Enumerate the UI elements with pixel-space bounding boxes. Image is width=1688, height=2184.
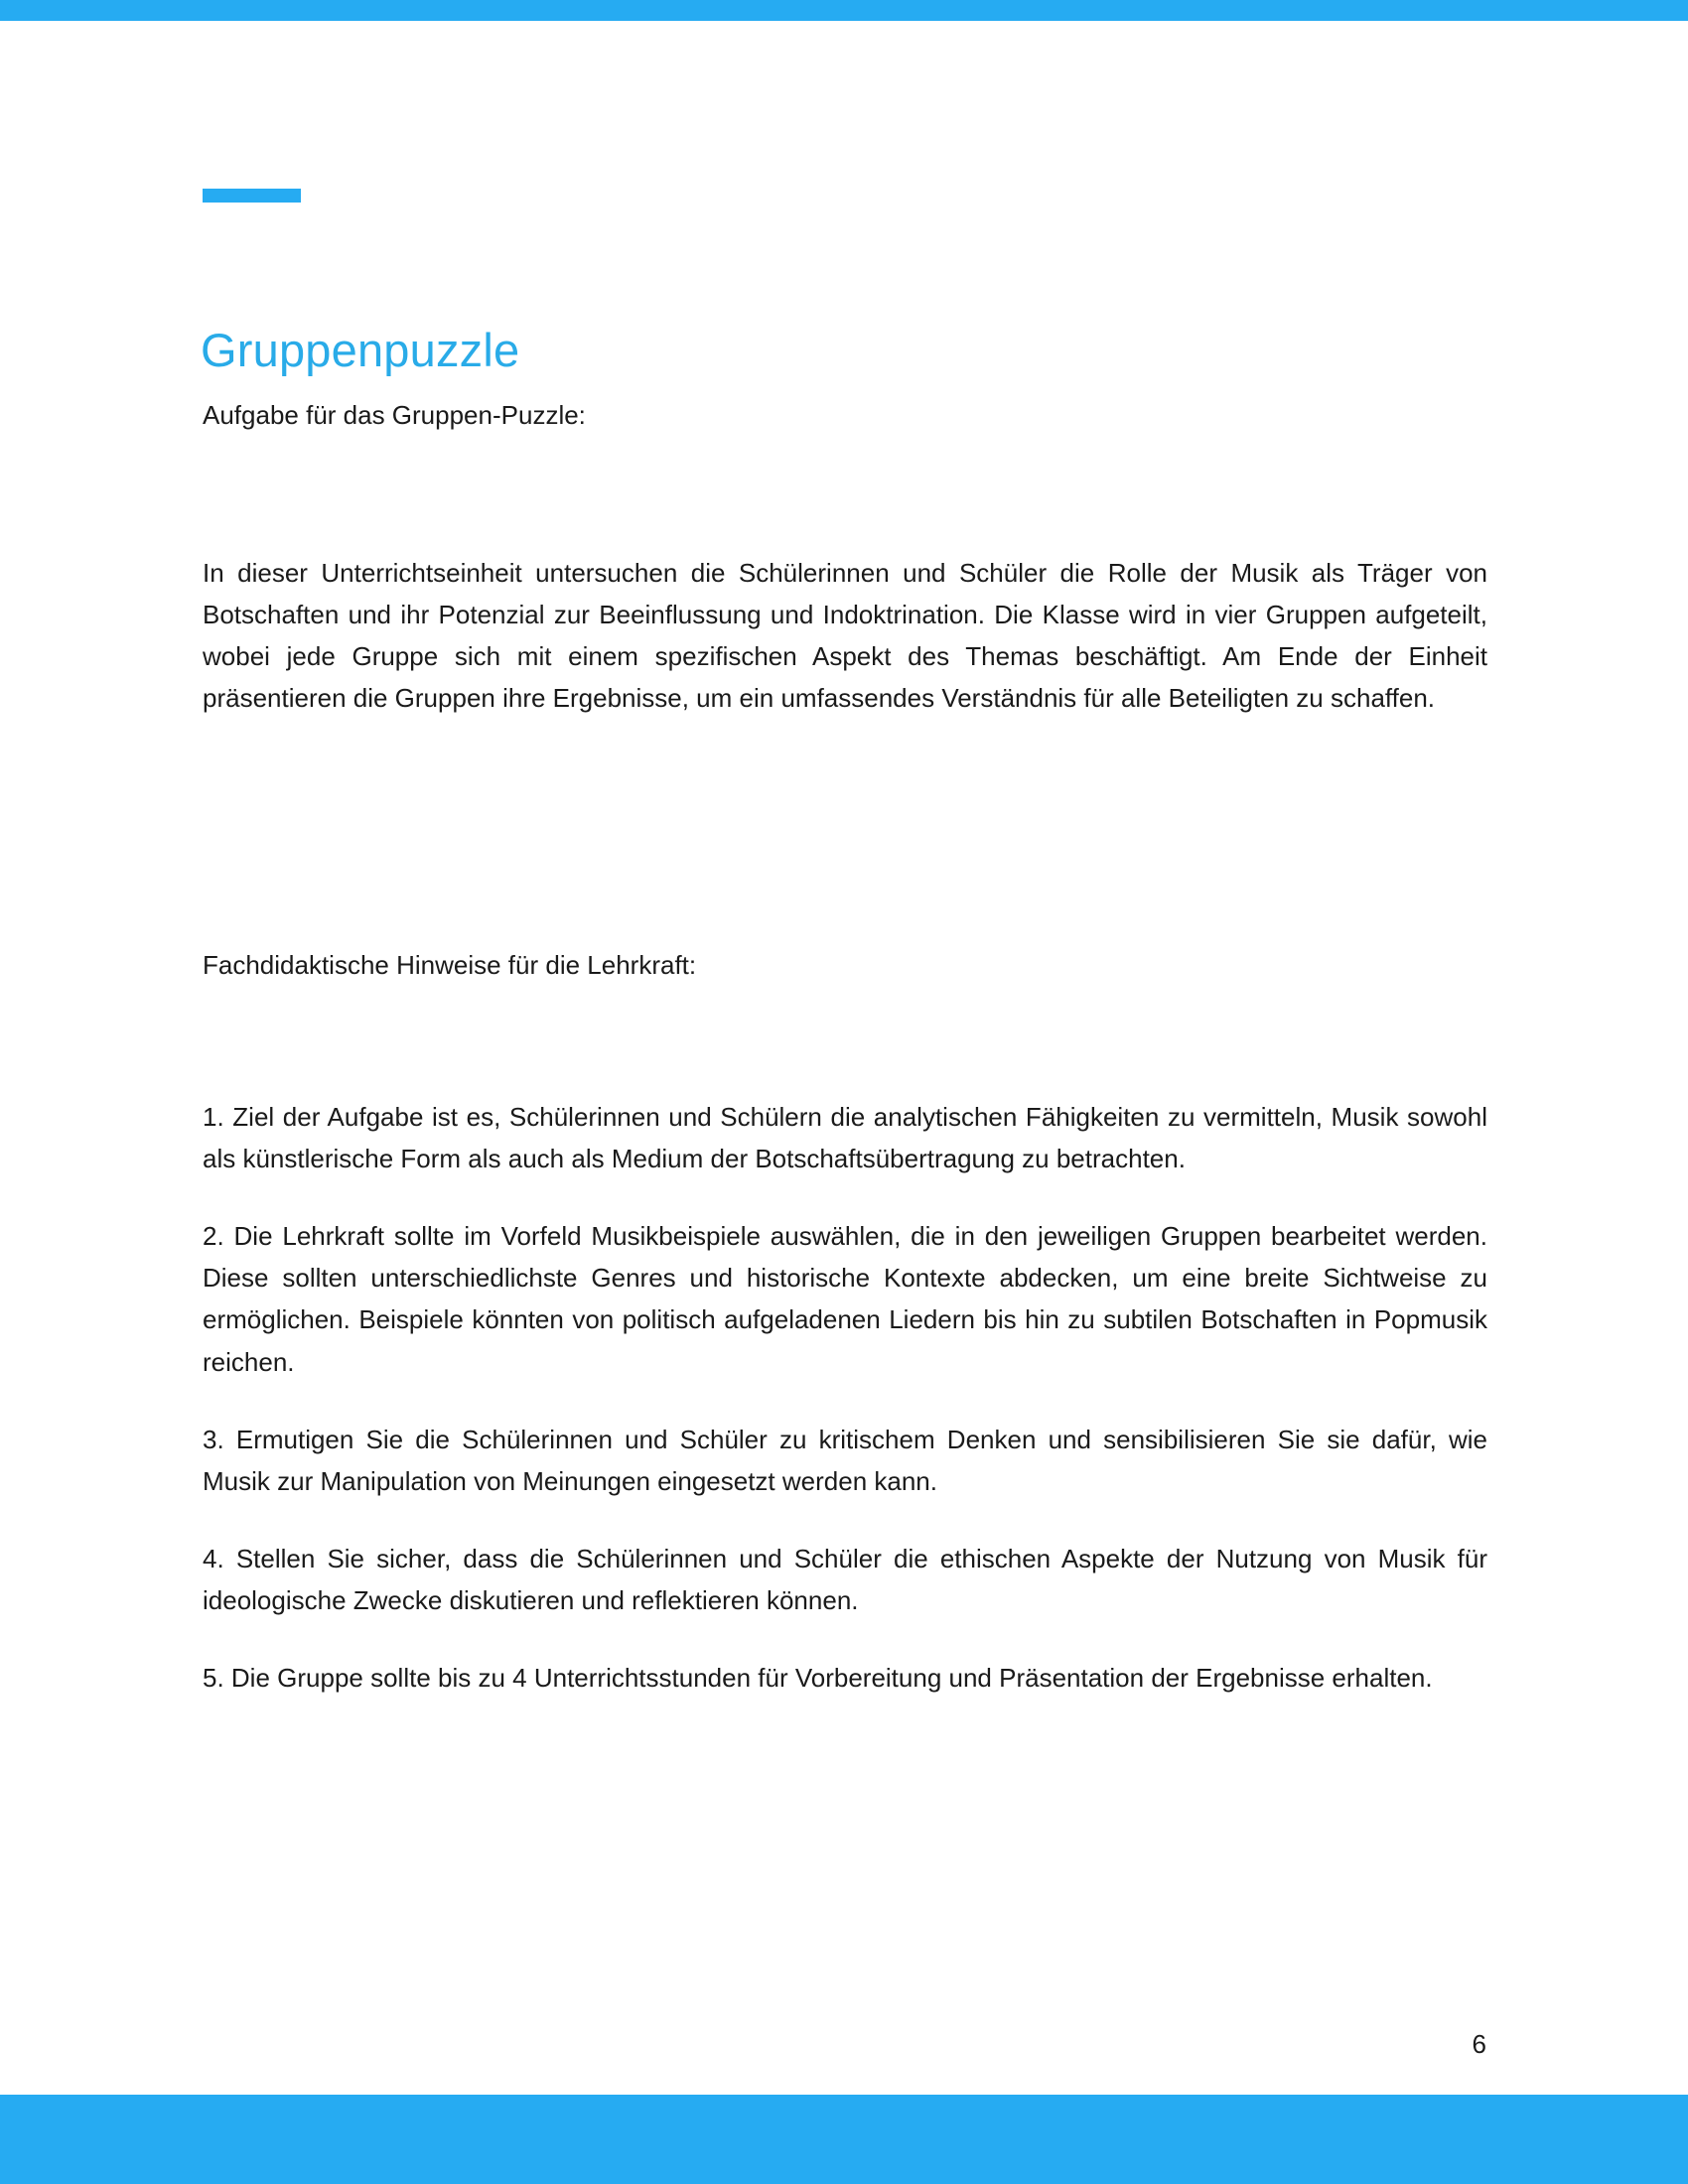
page-number: 6 [1472, 2029, 1486, 2059]
top-accent-bar [0, 0, 1688, 21]
didactic-notes-subheading: Fachdidaktische Hinweise für die Lehrkraft: [203, 950, 697, 980]
intro-paragraph: In dieser Unterrichtseinheit untersuchen die Schülerinnen und Schüler die Rolle der Musik als Träger von Botschaften und ihr Potenzial zur Beeinflussung und Indoktrination. Die Klasse wird in vier Gruppen aufgeteilt, wobei jede Gruppe sich mit einem spezifischen Aspekt des Themas beschäftigt. Am Ende der Einheit präsentieren die Gruppen ihre Ergebnisse, um ein umfassendes Verständnis für alle Beteiligten zu schaffen. [203, 558, 1487, 714]
intro-paragraph-block [203, 552, 1487, 719]
list-item: 2. Die Lehrkraft sollte im Vorfeld Musikbeispiele auswählen, die in den jeweiligen Gruppen bearbeitet werden. Diese sollten unterschiedlichste Genres und historische Kontexte abdecken, um eine breite Sichtweise zu ermöglichen. Beispiele könnten von politisch aufgeladenen Liedern bis hin zu subtilen Botschaften in Popmusik reichen. [203, 1221, 1487, 1377]
task-lead-text: Aufgabe für das Gruppen-Puzzle: [203, 400, 586, 430]
list-item: 3. Ermutigen Sie die Schülerinnen und Schüler zu kritischem Denken und sensibilisieren Sie sie dafür, wie Musik zur Manipulation von Meinungen eingesetzt werden kann. [203, 1424, 1487, 1496]
bottom-accent-bar [0, 2095, 1688, 2184]
list-item: 5. Die Gruppe sollte bis zu 4 Unterrichtsstunden für Vorbereitung und Präsentation der Ergebnisse erhalten. [203, 1663, 1433, 1694]
title-accent-dash [203, 189, 301, 203]
list-item: 4. Stellen Sie sicher, dass die Schülerinnen und Schüler die ethischen Aspekte der Nutzung von Musik für ideologische Zwecke diskutieren und reflektieren können. [203, 1543, 1487, 1615]
list-item: 1. Ziel der Aufgabe ist es, Schülerinnen und Schülern die analytischen Fähigkeiten zu vermitteln, Musik sowohl als künstlerische Form als auch als Medium der Botschaftsübertragung zu betrachten. [203, 1102, 1487, 1174]
didactic-notes-list [203, 1096, 1487, 1699]
page-title: Gruppenpuzzle [201, 324, 520, 377]
